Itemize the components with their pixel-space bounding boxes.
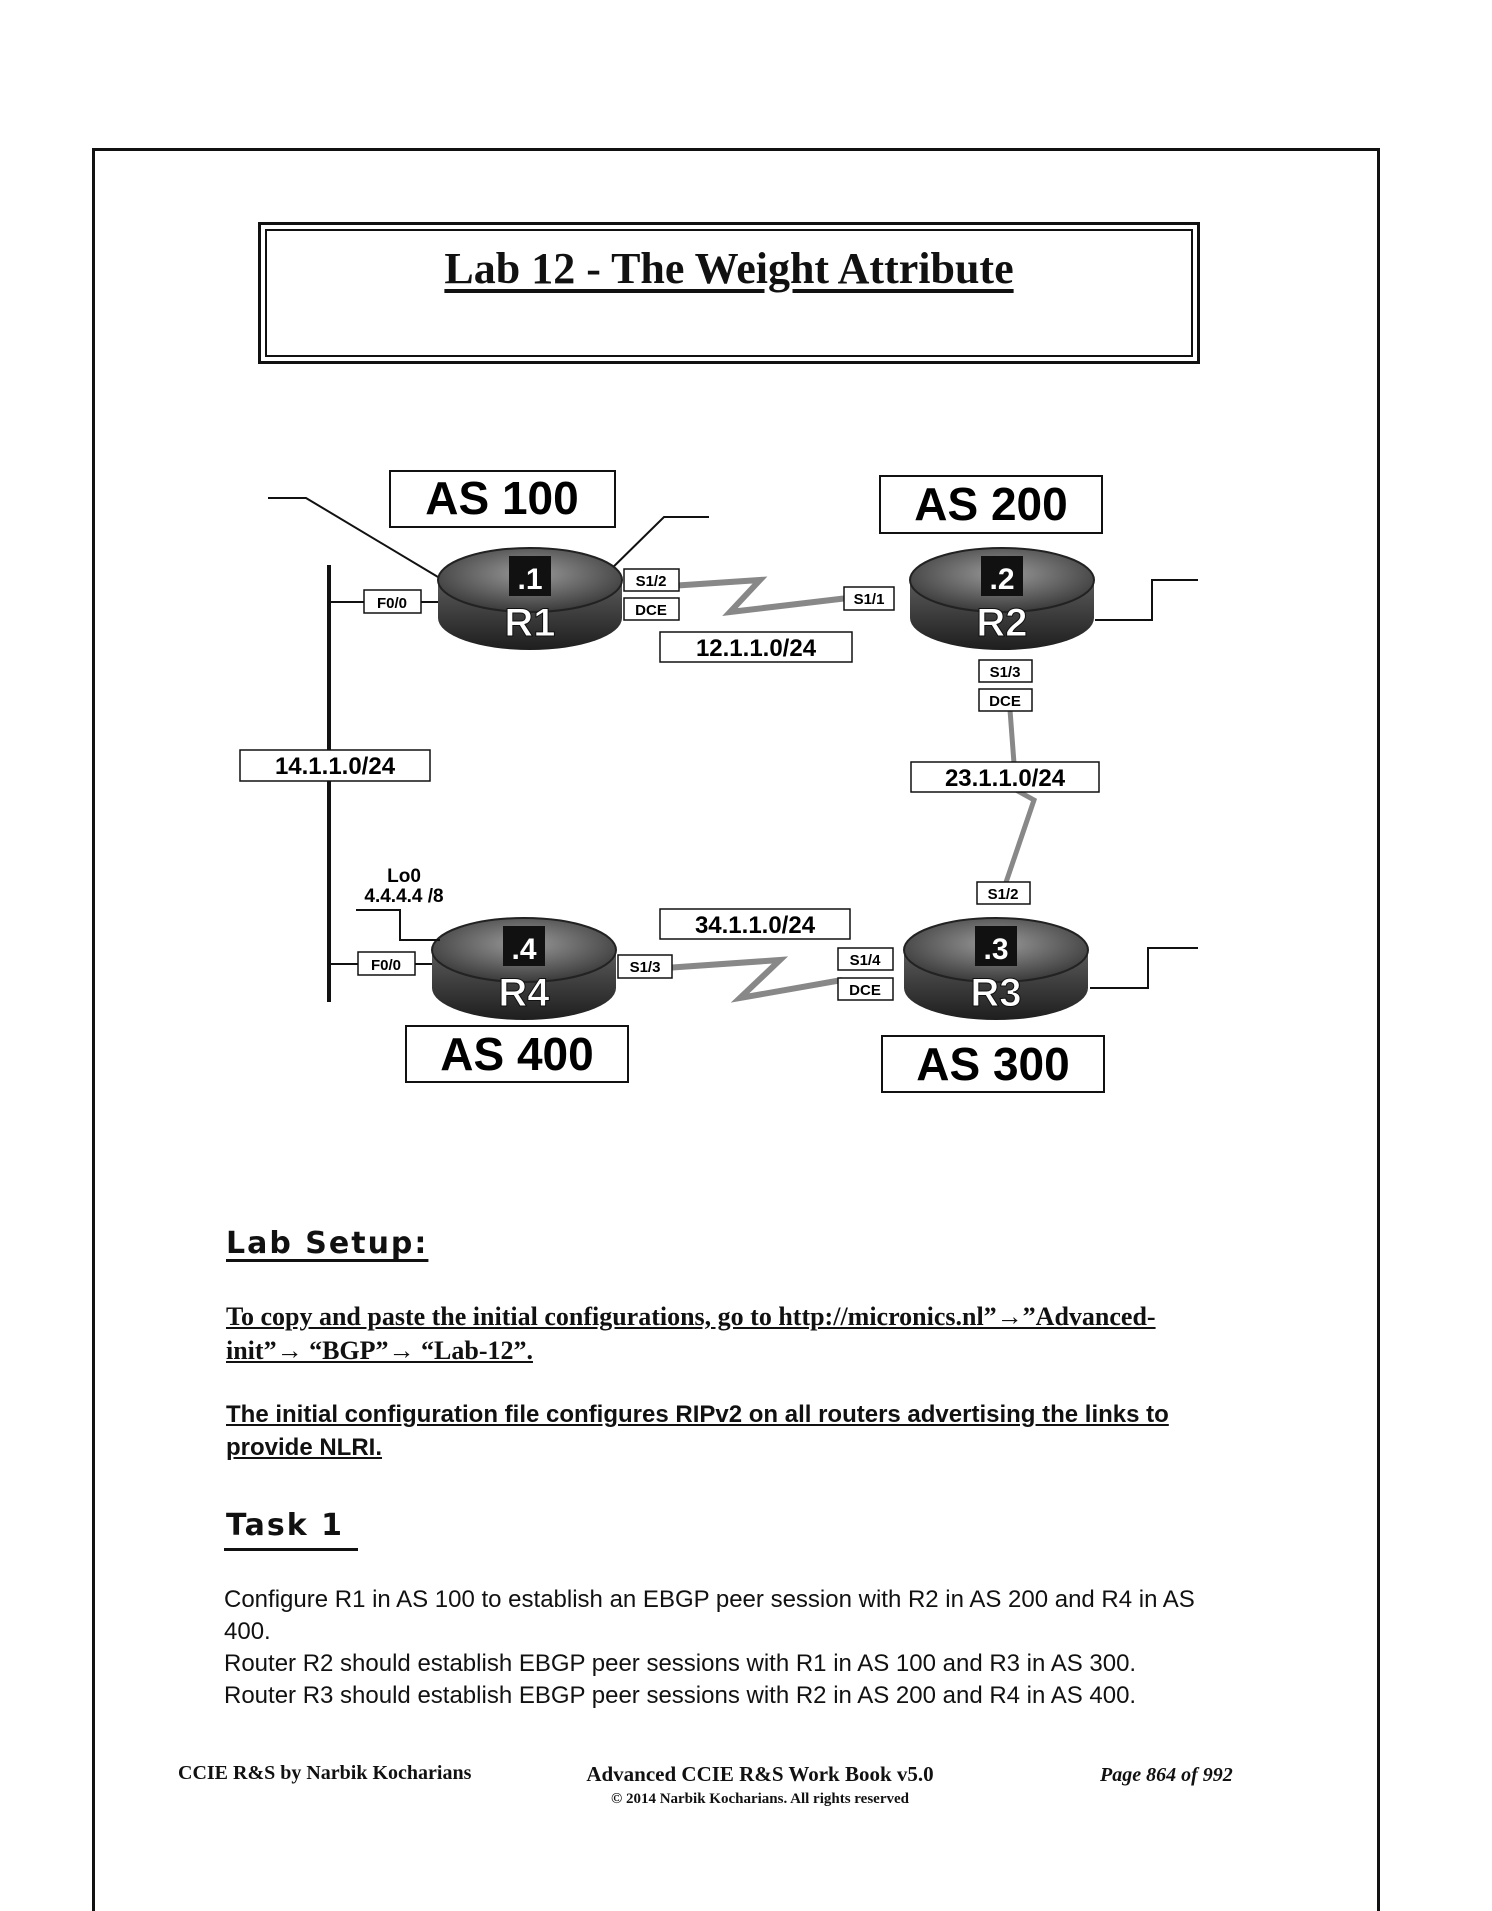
net-34-label: 34.1.1.0/24 — [694, 912, 816, 939]
net-12-label: 12.1.1.0/24 — [695, 635, 817, 662]
r1-id: .1 — [517, 563, 543, 596]
r2-dce-label: DCE — [989, 693, 1021, 710]
r3-s12-label: S1/2 — [987, 886, 1019, 903]
as400-label: AS 400 — [440, 1028, 594, 1080]
r3-name: R3 — [970, 971, 1022, 1015]
r2-stub — [1095, 580, 1198, 620]
task-1-underline — [224, 1548, 358, 1551]
r3-s14-label: S1/4 — [849, 952, 881, 969]
footer-page-number: Page 864 of 992 — [1100, 1764, 1233, 1786]
as200-label: AS 200 — [914, 478, 1068, 530]
copy-line-1: To copy and paste the initial configurations, go to http://micronics.nl”→”Advanced- — [226, 1302, 1156, 1331]
r2-s11-label: S1/1 — [853, 591, 885, 608]
init-line-2: provide NLRI. — [226, 1434, 383, 1461]
r4-id: .4 — [511, 933, 537, 966]
net-23-label: 23.1.1.0/24 — [944, 765, 1066, 792]
task-1-line-4: Router R3 should establish EBGP peer sessions with R2 in AS 200 and R4 in AS 400. — [224, 1682, 1137, 1709]
loopback-address: 4.4.4.4 /8 — [364, 886, 444, 907]
task-1-body — [224, 1584, 1224, 1712]
serial-link-r4-r3 — [665, 960, 842, 998]
task-1-line-3: Router R2 should establish EBGP peer sessions with R1 in AS 100 and R3 in AS 300. — [224, 1650, 1137, 1677]
copy-instructions — [226, 1300, 1226, 1368]
r1-s12-label: S1/2 — [635, 573, 667, 590]
serial-link-r2-r3 — [1000, 710, 1034, 900]
r2-s13-label: S1/3 — [989, 664, 1021, 681]
as100-label: AS 100 — [425, 472, 579, 524]
copy-line-2: init”→ “BGP”→ “Lab-12”. — [226, 1336, 533, 1365]
net-14-label: 14.1.1.0/24 — [274, 753, 396, 780]
r4-f0-label: F0/0 — [370, 957, 402, 974]
r3-stub — [1090, 948, 1198, 988]
task-1-line-1: Configure R1 in AS 100 to establish an EBGP peer session with R2 in AS 200 and R4 in AS — [224, 1586, 1195, 1613]
r4-name: R4 — [498, 971, 550, 1015]
loopback-stub — [356, 910, 440, 940]
r3-dce-label: DCE — [849, 982, 881, 999]
task-1-line-2: 400. — [224, 1618, 271, 1645]
as300-label: AS 300 — [916, 1038, 1070, 1090]
r1-name: R1 — [504, 601, 556, 645]
task-1-heading: Task 1 — [226, 1508, 344, 1543]
r1-f0-label: F0/0 — [376, 595, 408, 612]
footer-book — [560, 1762, 960, 1808]
footer-book-title: Advanced CCIE R&S Work Book v5.0 — [586, 1762, 934, 1786]
r4-s13-label: S1/3 — [629, 959, 661, 976]
r3-id: .3 — [983, 933, 1009, 966]
r2-id: .2 — [989, 563, 1015, 596]
lab-setup-heading: Lab Setup: — [226, 1226, 429, 1261]
footer-author: CCIE R&S by Narbik Kocharians — [178, 1762, 472, 1784]
initial-config-note — [226, 1398, 1226, 1464]
footer-copyright: © 2014 Narbik Kocharians. All rights reserved — [610, 1791, 909, 1807]
r1-dce-label: DCE — [635, 602, 667, 619]
r2-name: R2 — [976, 601, 1028, 645]
loopback-name: Lo0 — [387, 866, 421, 887]
init-line-1: The initial configuration file configures RIPv2 on all routers advertising the links to — [226, 1401, 1169, 1428]
page-title: Lab 12 - The Weight Attribute — [444, 244, 1014, 293]
